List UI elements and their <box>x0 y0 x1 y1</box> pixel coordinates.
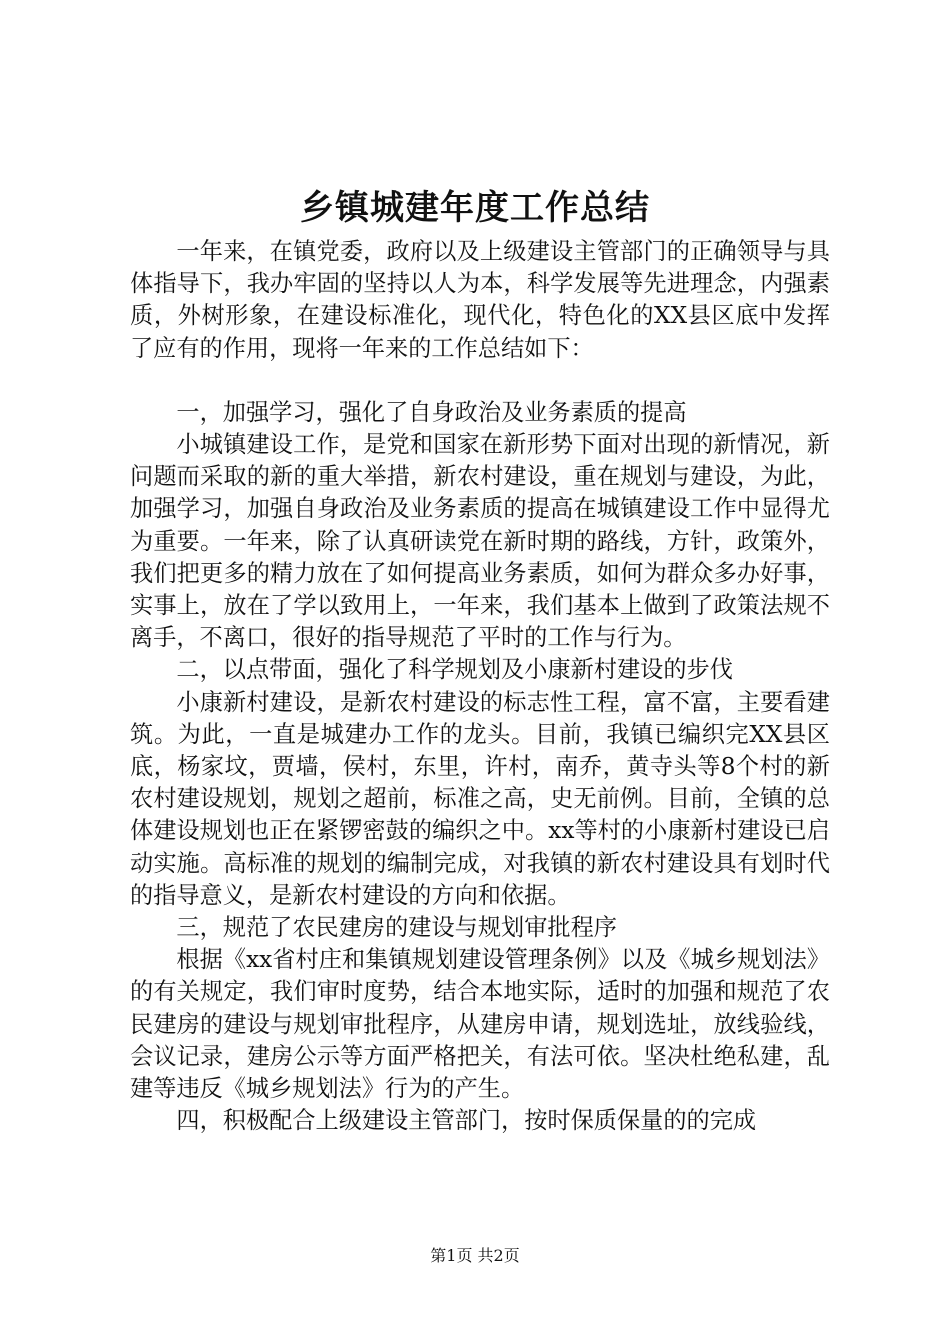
body-paragraph-2: 小康新村建设，是新农村建设的标志性工程，富不富，主要看建筑。为此，一直是城建办工作的龙头。目前，我镇已编织完XX县区底，杨家坟，贾墙，侯村，东里，许村，南乔，黄寺头等8个村的新农村建设规划，规划之超前，标准之高，史无前例。目前，全镇的总体建设规划也正在紧锣密鼓的编织之中。xx等村的小康新村建设已启动实施。高标准的规划的编制完成，对我镇的新农村建设具有划时代的指导意义，是新农村建设的方向和依据。 <box>130 688 830 909</box>
section-heading-4: 四，积极配合上级建设主管部门，按时保质保量的的完成 <box>176 1107 757 1135</box>
intro-paragraph: 一年来，在镇党委，政府以及上级建设主管部门的正确领导与具体指导下，我办牢固的坚持以人为本，科学发展等先进理念，内强素质，外树形象，在建设标准化，现代化，特色化的XX县区底中发挥了应有的作用，现将一年来的工作总结如下： <box>130 238 830 362</box>
section-heading-3: 三，规范了农民建房的建设与规划审批程序 <box>176 914 617 942</box>
document-title: 乡镇城建年度工作总结 <box>300 188 650 228</box>
document-body <box>130 236 830 1137</box>
body-paragraph-3: 根据《xx省村庄和集镇规划建设管理条例》以及《城乡规划法》的有关规定，我们审时度势，结合本地实际，适时的加强和规范了农民建房的建设与规划审批程序，从建房申请，规划选址，放线验线，会议记录，建房公示等方面严格把关，有法可依。坚决杜绝私建，乱建等违反《城乡规划法》行为的产生。 <box>130 946 830 1103</box>
body-paragraph-1: 小城镇建设工作，是党和国家在新形势下面对出现的新情况，新问题而采取的新的重大举措，新农村建设，重在规划与建设，为此，加强学习，加强自身政治及业务素质的提高在城镇建设工作中显得尤为重要。一年来，除了认真研读党在新时期的路线，方针，政策外，我们把更多的精力放在了如何提高业务素质，如何为群众多办好事，实事上，放在了学以致用上，一年来，我们基本上做到了政策法规不离手，不离口，很好的指导规范了平时的工作与行为。 <box>130 431 830 652</box>
section-heading-1: 一，加强学习，强化了自身政治及业务素质的提高 <box>176 398 687 426</box>
page-number-footer: 第1页 共2页 <box>430 1246 520 1265</box>
section-heading-2: 二，以点带面，强化了科学规划及小康新村建设的步伐 <box>176 656 733 684</box>
